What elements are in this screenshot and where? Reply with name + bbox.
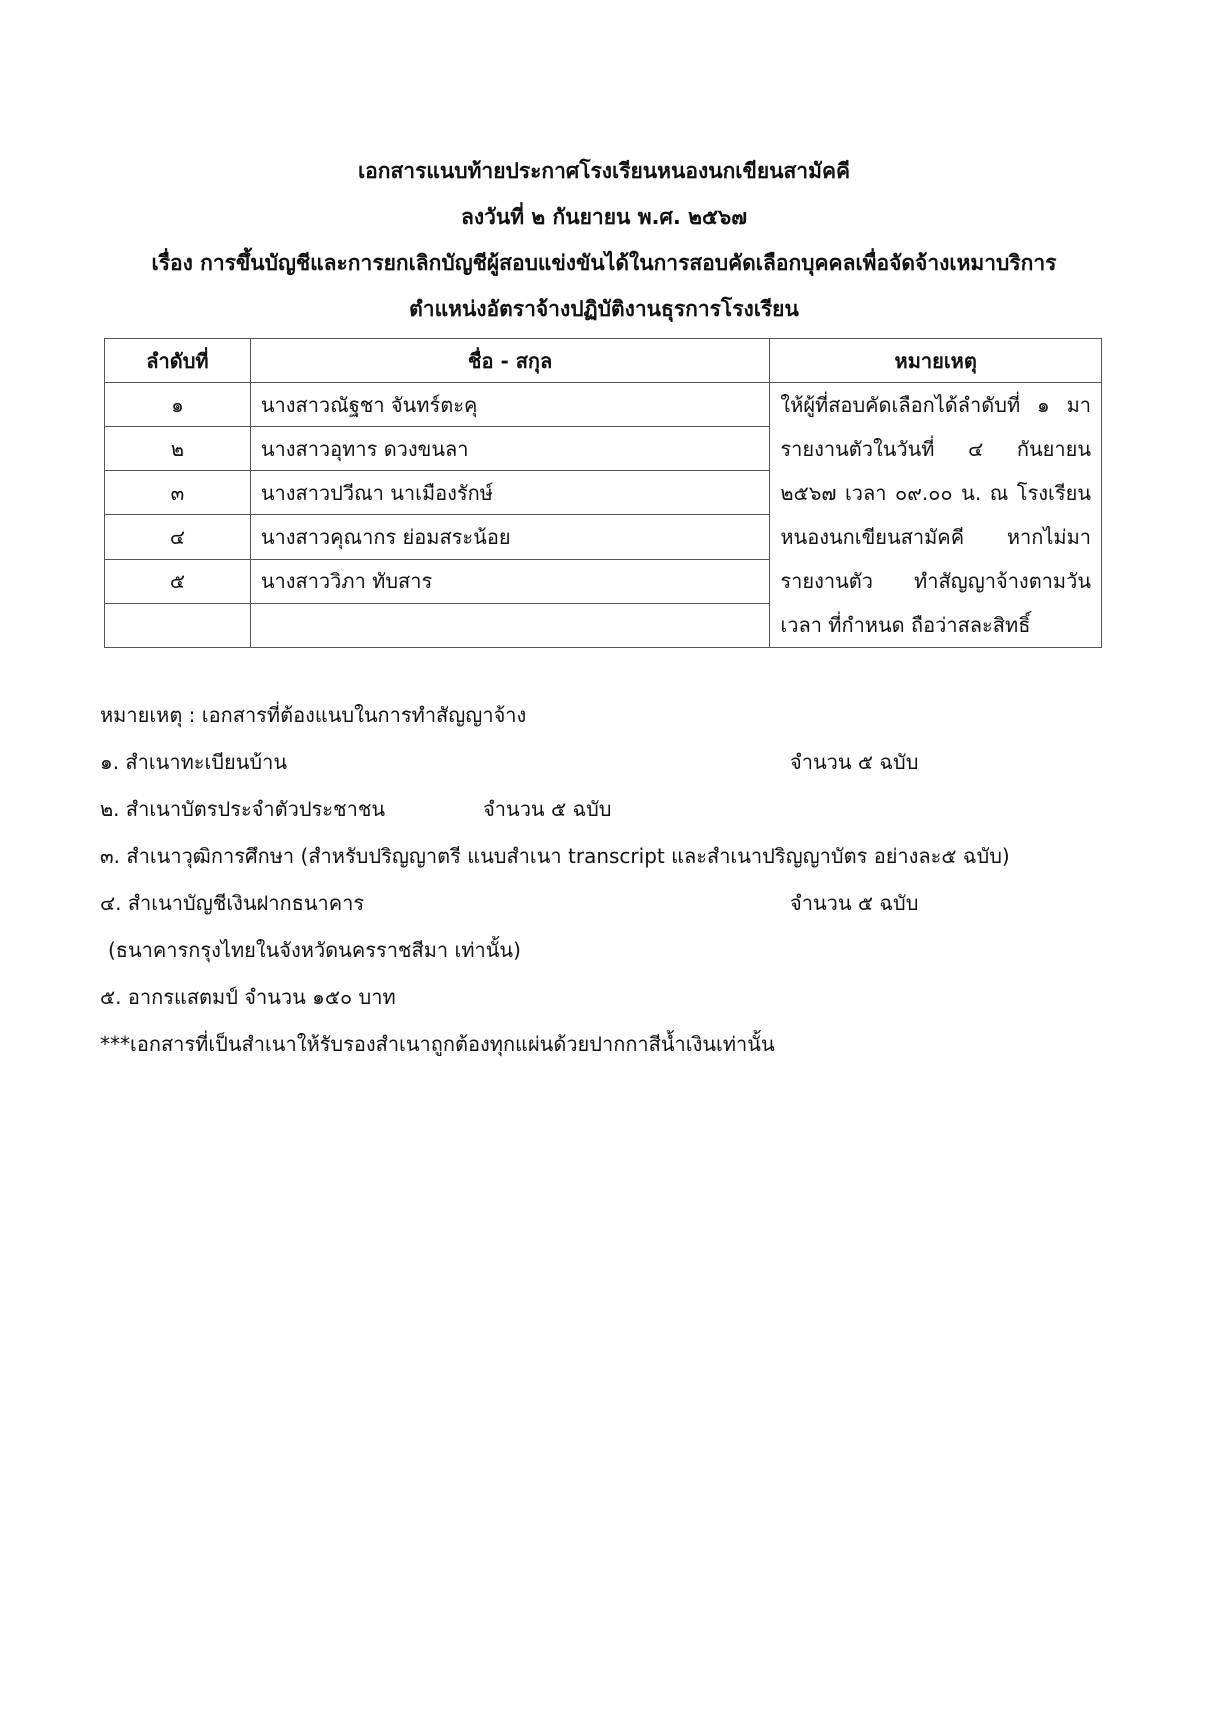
note-item-label: ๑. สำเนาทะเบียนบ้าน	[100, 750, 288, 774]
table-header-row	[105, 339, 1102, 383]
note-item-house-registration	[100, 739, 1110, 786]
header-subject: เรื่อง การขึ้นบัญชีและการยกเลิกบัญชีผู้สอบแข่งขันได้ในการสอบคัดเลือกบุคคลเพื่อจัดจ้างเหมาบริการ	[151, 251, 1057, 275]
row-name: นางสาวปวีณา นาเมืองรักษ์	[250, 471, 770, 515]
column-header-name: ชื่อ - สกุล	[250, 339, 770, 383]
row-name: นางสาววิภา ทับสาร	[250, 559, 770, 603]
notes-footer: ***เอกสารที่เป็นสำเนาให้รับรองสำเนาถูกต้องทุกแผ่นด้วยปากกาสีน้ำเงินเท่านั้น	[100, 1032, 775, 1056]
header-date: ลงวันที่ ๒ กันยายน พ.ศ. ๒๕๖๗	[460, 205, 747, 229]
row-order: ๓	[105, 471, 251, 515]
required-documents-notes	[100, 692, 1110, 1068]
header-position: ตำแหน่งอัตราจ้างปฏิบัติงานธุรการโรงเรียน	[409, 297, 799, 321]
row-name	[250, 603, 770, 647]
note-item-bank-account	[100, 880, 1110, 927]
column-header-order: ลำดับที่	[105, 339, 251, 383]
note-item-bank-detail: (ธนาคารกรุงไทยในจังหวัดนครราชสีมา เท่านั้น)	[108, 938, 521, 962]
row-order	[105, 603, 251, 647]
row-order: ๔	[105, 515, 251, 559]
note-item-quantity: จำนวน ๕ ฉบับ	[483, 797, 612, 821]
note-item-education: ๓. สำเนาวุฒิการศึกษา (สำหรับปริญญาตรี แนบสำเนา transcript และสำเนาปริญญาบัตร อย่างละ๕ ฉบับ)	[100, 844, 1010, 868]
row-order: ๕	[105, 559, 251, 603]
note-item-quantity: จำนวน ๕ ฉบับ	[790, 891, 919, 915]
row-order: ๒	[105, 427, 251, 471]
candidate-table	[104, 338, 1102, 648]
header-attachment-title: เอกสารแนบท้ายประกาศโรงเรียนหนองนกเขียนสามัคคี	[357, 159, 851, 183]
note-item-quantity: จำนวน ๕ ฉบับ	[790, 750, 919, 774]
note-item-stamp-duty: ๕. อากรแสตมป์ จำนวน ๑๕๐ บาท	[100, 985, 396, 1009]
note-item-id-card	[100, 786, 1110, 833]
row-name: นางสาวอุทาร ดวงขนลา	[250, 427, 770, 471]
note-item-label: ๒. สำเนาบัตรประจำตัวประชาชน	[100, 797, 386, 821]
remark-cell: ให้ผู้ที่สอบคัดเลือกได้ลำดับที่ ๑ มารายงานตัวในวันที่ ๔ กันยายน ๒๕๖๗ เวลา ๐๙.๐๐ น. ณ โรงเรียนหนองนกเขียนสามัคคี หากไม่มารายงานตัว ทำสัญญาจ้างตามวันเวลา ที่กำหนด ถือว่าสละสิทธิ์	[770, 383, 1102, 648]
row-order: ๑	[105, 383, 251, 427]
document-header	[0, 148, 1208, 332]
table-row	[105, 383, 1102, 427]
column-header-remark: หมายเหตุ	[770, 339, 1102, 383]
note-item-label: ๔. สำเนาบัญชีเงินฝากธนาคาร	[100, 891, 365, 915]
row-name: นางสาวณัฐชา จันทร์ตะคุ	[250, 383, 770, 427]
row-name: นางสาวคุณากร ย่อมสระน้อย	[250, 515, 770, 559]
notes-title: หมายเหตุ : เอกสารที่ต้องแนบในการทำสัญญาจ้าง	[100, 703, 527, 727]
